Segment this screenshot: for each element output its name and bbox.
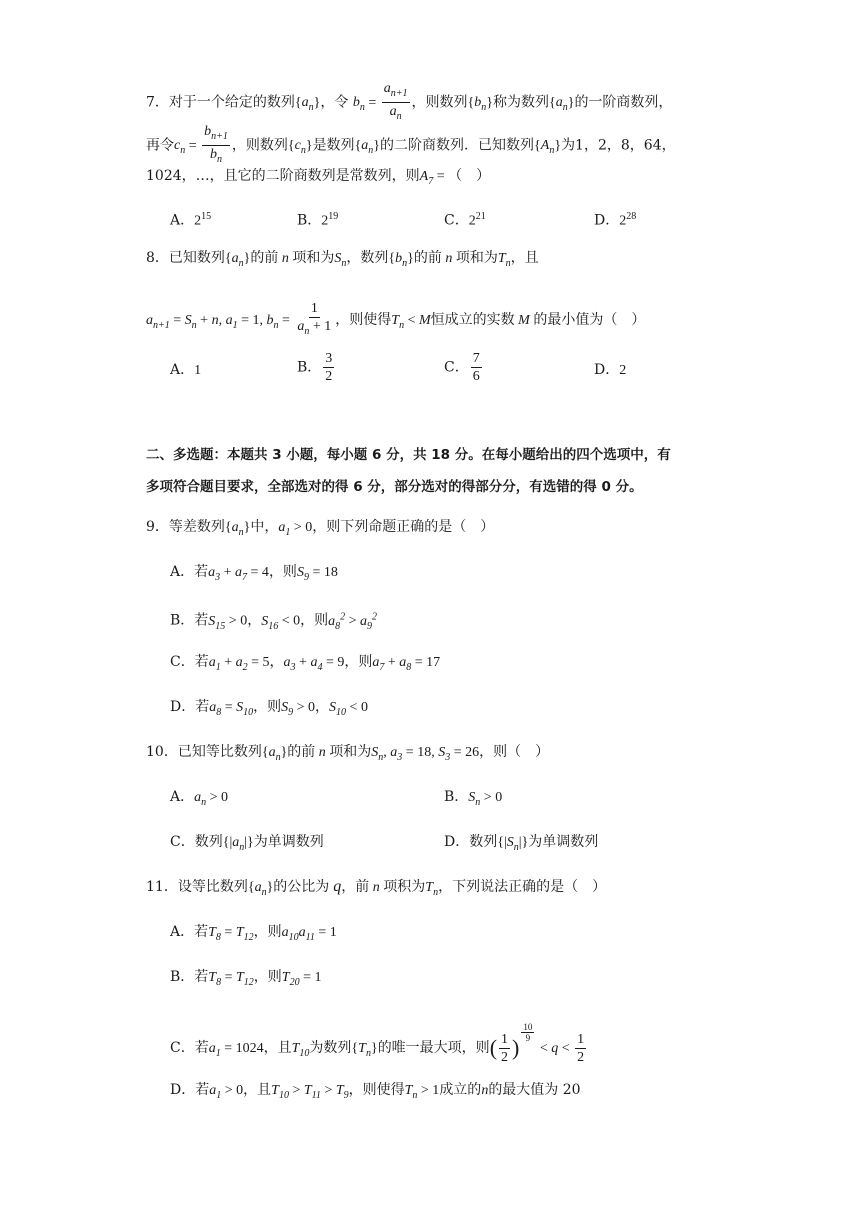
q7-option-a[interactable]: A．$2^{15}$ bbox=[170, 211, 212, 229]
q9-option-a[interactable]: A．若$a_3 + a_7 = 4$，则$S_9 = 18$ bbox=[170, 564, 338, 583]
q10-option-c[interactable]: C．数列$\{|a_n|\}$为单调数列 bbox=[170, 834, 324, 853]
q7-option-b[interactable]: B．$2^{19}$ bbox=[297, 211, 339, 229]
q8-option-c[interactable]: C． $\frac{7}{6}$ bbox=[444, 351, 480, 384]
q9-option-c[interactable]: C．若$a_1 + a_2 = 5$，$a_3 + a_4 = 9$，则$a_7 + a_8 = 17$ bbox=[170, 654, 441, 673]
q7-fraction-c: $\frac{b_{n+1}}{b_n}$ bbox=[204, 124, 228, 165]
q8-option-b[interactable]: B． $\frac{3}{2}$ bbox=[297, 351, 333, 384]
q10-option-b[interactable]: B．$S_n > 0$ bbox=[444, 789, 503, 808]
q7-option-d[interactable]: D．$2^{28}$ bbox=[594, 211, 637, 229]
q7-option-c[interactable]: C．$2^{21}$ bbox=[444, 211, 486, 229]
q11-option-b[interactable]: B．若$T_8 = T_{12}$，则$T_{20} = 1$ bbox=[170, 969, 322, 988]
q10-stem: 10．已知等比数列$\{a_n\}$的前 n 项和为$S_n$, $a_3 = 18$, $S_3 = 26$，则（ ） bbox=[146, 744, 550, 763]
q8-option-a[interactable]: A．1 bbox=[170, 362, 202, 378]
q11-option-a[interactable]: A．若$T_8 = T_{12}$，则$a_{10}a_{11} = 1$ bbox=[170, 924, 337, 943]
q9-stem: 9．等差数列$\{a_n\}$中，$a_1 > 0$，则下列命题正确的是（ ） bbox=[146, 519, 495, 538]
q11-option-c[interactable]: C．若$a_1 = 1024$，且$T_{10}$为数列$\{T_n\}$的唯一最大项，则( $\frac{1}{2}$ ) $^{\frac{10}{9}}$ < q < $\frac{1}{2}$ bbox=[170, 1022, 585, 1065]
q8-line1: 8．已知数列$\{a_n\}$的前 n 项和为$S_n$，数列$\{b_n\}$的前 n 项和为$T_n$，且 bbox=[146, 250, 539, 269]
q11-option-d[interactable]: D．若$a_1 > 0$，且$T_{10} > T_{11} > T_9$，则使得$T_n > 1$成立的n的最大值为 20 bbox=[170, 1082, 581, 1101]
q8-option-d[interactable]: D．2 bbox=[594, 362, 627, 378]
q10-option-d[interactable]: D．数列$\{|S_n|\}$为单调数列 bbox=[444, 834, 599, 853]
q9-option-d[interactable]: D．若$a_8 = S_{10}$，则$S_9 > 0$，$S_{10} < 0$ bbox=[170, 699, 368, 718]
q8-fraction-b: $\frac{1}{a_n + 1}$ bbox=[297, 301, 332, 337]
q11-stem: 11．设等比数列$\{a_n\}$的公比为 q，前 n 项积为$T_n$，下列说法正确的是（ ） bbox=[146, 878, 607, 898]
q8-line2: $a_{n+1} = S_n + n$, $a_1 = 1$, $b_n$ = $\frac{1}{a_n + 1}$ ，则使得$T_n < M$恒成立的实数 M 的最小值为（ ） bbox=[146, 300, 645, 340]
section2-line2: 多项符合题目要求，全部选对的得 6 分，部分选对的得部分分，有选错的得 0 分。 bbox=[146, 479, 643, 495]
q10-option-a[interactable]: A．$a_n > 0$ bbox=[170, 789, 229, 808]
q9-option-b[interactable]: B．若$S_{15} > 0$，$S_{16} < 0$，则$a_8^2 > a_9^2$ bbox=[170, 611, 378, 632]
q7-line1: 7．对于一个给定的数列$\{a_n\}$，令 $b_n$ = $\frac{a_{n+1}}{a_n}$ ，则数列$\{b_n\}$称为数列$\{a_n\}$的一阶商数列， bbox=[146, 80, 672, 125]
section2-line1: 二、多选题：本题共 3 小题，每小题 6 分，共 18 分。在每小题给出的四个选项中，有 bbox=[146, 447, 671, 463]
q7-fraction-b: $\frac{a_{n+1}}{a_n}$ bbox=[383, 81, 408, 122]
q7-line3: 1024，…，且它的二阶商数列是常数列，则$A_7$ = （ ） bbox=[146, 168, 491, 187]
q7-line2: 再令$c_n$ = $\frac{b_{n+1}}{b_n}$ ，则数列$\{c_n\}$是数列$\{a_n\}$的二阶商数列．已知数列$\{A_n\}$为1，2，8，64， bbox=[146, 123, 676, 168]
